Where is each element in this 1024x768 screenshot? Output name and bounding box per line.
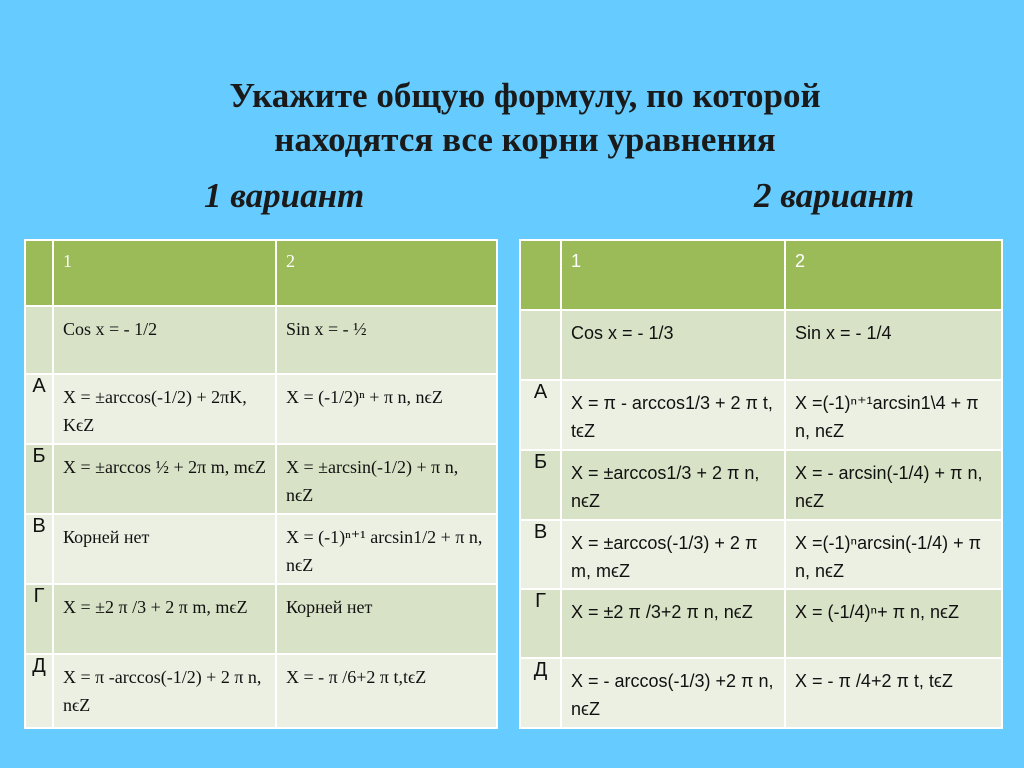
cell-answer-1: X = π -arccos(-1/2) + 2 π n, nϵZ <box>53 654 276 728</box>
table-row <box>520 520 1002 589</box>
header-cell-2: 2 <box>276 240 497 306</box>
cell-equation-2: Sin x = - ½ <box>276 306 497 374</box>
cell-answer-1: X = - arccos(-1/3) +2 π n, nϵZ <box>561 658 785 728</box>
cell-answer-1: X = π - arccos1/3 + 2 π t, tϵZ <box>561 380 785 450</box>
table-row <box>25 444 497 514</box>
title-line-2: находятся все корни уравнения <box>274 120 776 159</box>
cell-answer-1: X = ±arccos(-1/3) + 2 π m, mϵZ <box>561 520 785 589</box>
cell-equation-1: Cos x = - 1/2 <box>53 306 276 374</box>
row-label: Б <box>520 450 561 520</box>
table-row <box>520 380 1002 450</box>
row-label: А <box>520 380 561 450</box>
variant-2-table <box>519 239 1003 729</box>
table-row <box>520 658 1002 728</box>
table-row <box>25 374 497 444</box>
table-row <box>25 306 497 374</box>
table-header-row <box>25 240 497 306</box>
table-row <box>25 654 497 728</box>
table-row <box>520 310 1002 380</box>
cell-answer-1: X = ±2 π /3 + 2 π m, mϵZ <box>53 584 276 654</box>
row-label: В <box>25 514 53 584</box>
row-label <box>25 306 53 374</box>
row-label: Г <box>520 589 561 658</box>
table-header-row <box>520 240 1002 310</box>
slide-title <box>0 74 1024 162</box>
header-label-cell <box>520 240 561 310</box>
cell-answer-1: X = ±arccos(-1/2) + 2πK, KϵZ <box>53 374 276 444</box>
cell-equation-1: Cos x = - 1/3 <box>561 310 785 380</box>
table-row <box>25 514 497 584</box>
header-label-cell <box>25 240 53 306</box>
variant-1-table <box>24 239 498 729</box>
row-label <box>520 310 561 380</box>
table-row <box>520 589 1002 658</box>
table-row <box>25 584 497 654</box>
cell-answer-2: X =(-1)ⁿ⁺¹arcsin1\4 + π n, nϵZ <box>785 380 1002 450</box>
cell-answer-2: X = - arcsin(-1/4) + π n, nϵZ <box>785 450 1002 520</box>
cell-answer-1: Корней нет <box>53 514 276 584</box>
row-label: В <box>520 520 561 589</box>
table-row <box>520 450 1002 520</box>
cell-answer-2: X = (-1)ⁿ⁺¹ arcsin1/2 + π n, nϵZ <box>276 514 497 584</box>
cell-answer-2: X = (-1/2)ⁿ + π n, nϵZ <box>276 374 497 444</box>
variant-1-heading: 1 вариант <box>204 176 365 215</box>
row-label: Б <box>25 444 53 514</box>
cell-answer-1: X = ±2 π /3+2 π n, nϵZ <box>561 589 785 658</box>
variant-2-heading: 2 вариант <box>754 176 915 215</box>
cell-equation-2: Sin x = - 1/4 <box>785 310 1002 380</box>
row-label: Д <box>25 654 53 728</box>
row-label: Г <box>25 584 53 654</box>
cell-answer-2: X = - π /6+2 π t,tϵZ <box>276 654 497 728</box>
row-label: Д <box>520 658 561 728</box>
header-cell-2: 2 <box>785 240 1002 310</box>
title-line-1: Укажите общую формулу, по которой <box>229 76 821 115</box>
cell-answer-2: X = ±arcsin(-1/2) + π n, nϵZ <box>276 444 497 514</box>
header-cell-1: 1 <box>561 240 785 310</box>
row-label: А <box>25 374 53 444</box>
cell-answer-2: X = (-1/4)ⁿ+ π n, nϵZ <box>785 589 1002 658</box>
cell-answer-2: X = - π /4+2 π t, tϵZ <box>785 658 1002 728</box>
cell-answer-1: X = ±arccos1/3 + 2 π n, nϵZ <box>561 450 785 520</box>
cell-answer-2: Корней нет <box>276 584 497 654</box>
cell-answer-1: X = ±arccos ½ + 2π m, mϵZ <box>53 444 276 514</box>
cell-answer-2: X =(-1)ⁿarcsin(-1/4) + π n, nϵZ <box>785 520 1002 589</box>
header-cell-1: 1 <box>53 240 276 306</box>
